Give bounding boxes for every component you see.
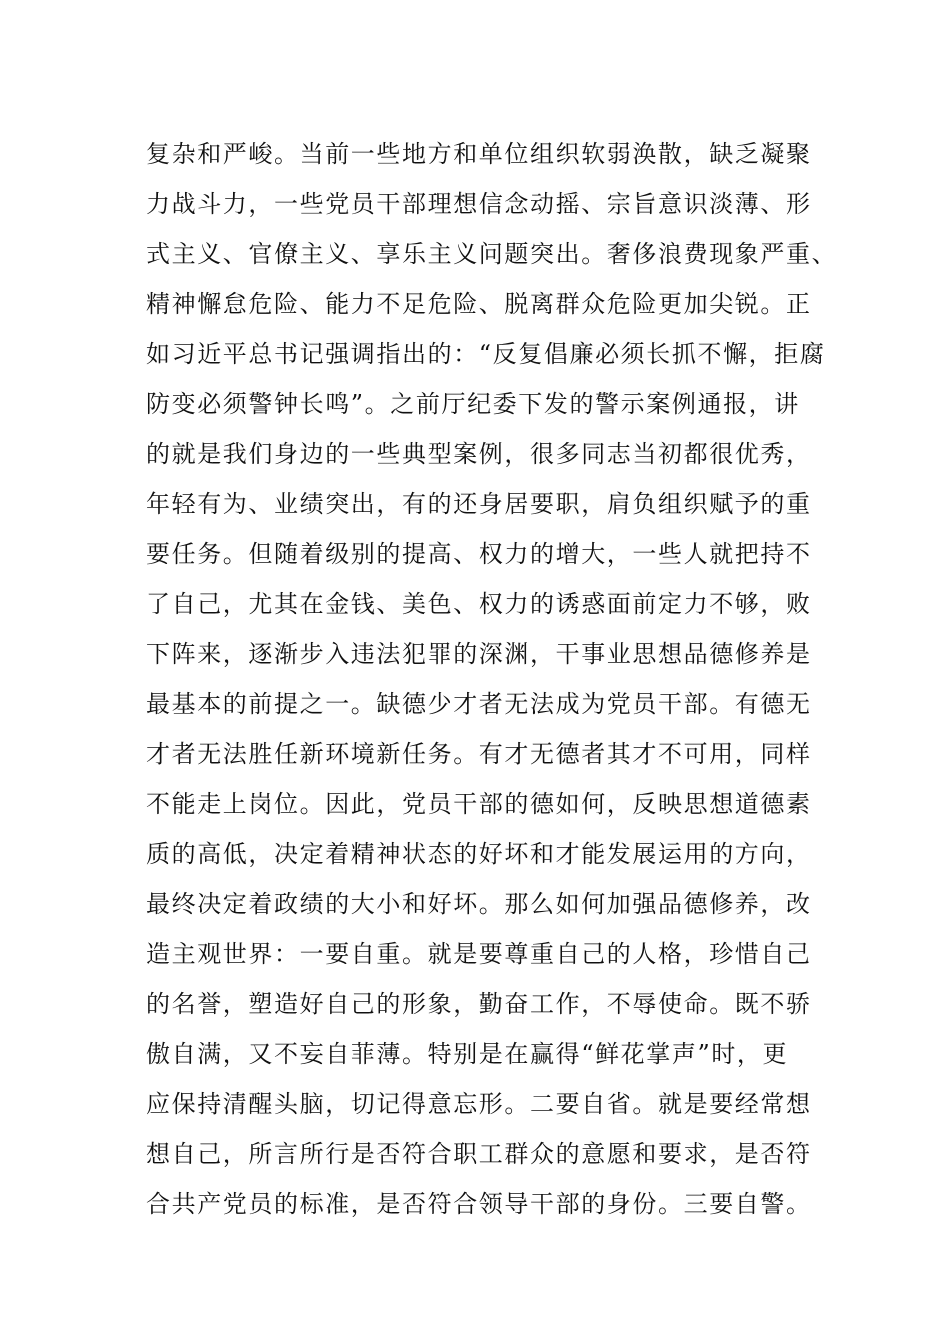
text-line: 的名誉，塑造好自己的形象，勤奋工作，不辱使命。既不骄 (146, 990, 812, 1018)
text-line: 如习近平总书记强调指出的：“反复倡廉必须长抓不懈，拒腐 (146, 340, 826, 368)
text-line: 下阵来，逐渐步入违法犯罪的深渊，干事业思想品德修养是 (146, 640, 812, 668)
text-line: 不能走上岗位。因此，党员干部的德如何，反映思想道德素 (146, 790, 812, 818)
text-line: 合共产党员的标准，是否符合领导干部的身份。三要自警。 (146, 1190, 812, 1218)
text-line: 的就是我们身边的一些典型案例，很多同志当初都很优秀， (146, 440, 812, 468)
text-line: 年轻有为、业绩突出，有的还身居要职，肩负组织赋予的重 (146, 490, 812, 518)
text-line: 造主观世界：一要自重。就是要尊重自己的人格，珍惜自己 (146, 940, 812, 968)
text-line: 最终决定着政绩的大小和好坏。那么如何加强品德修养，改 (146, 890, 812, 918)
text-line: 要任务。但随着级别的提高、权力的增大，一些人就把持不 (146, 540, 812, 568)
text-line: 应保持清醒头脑，切记得意忘形。二要自省。就是要经常想 (146, 1090, 812, 1118)
text-line: 想自己，所言所行是否符合职工群众的意愿和要求，是否符 (146, 1140, 812, 1168)
text-line: 傲自满，又不妄自菲薄。特别是在赢得“鲜花掌声”时，更 (146, 1040, 789, 1068)
text-line: 防变必须警钟长鸣”。之前厅纪委下发的警示案例通报，讲 (146, 390, 800, 418)
text-line: 质的高低，决定着精神状态的好坏和才能发展运用的方向， (146, 840, 812, 868)
text-line: 精神懈怠危险、能力不足危险、脱离群众危险更加尖锐。正 (146, 290, 812, 318)
body-text (146, 129, 838, 1229)
text-line: 了自己，尤其在金钱、美色、权力的诱惑面前定力不够，败 (146, 590, 812, 618)
text-line: 力战斗力，一些党员干部理想信念动摇、宗旨意识淡薄、形 (146, 190, 812, 218)
text-line: 最基本的前提之一。缺德少才者无法成为党员干部。有德无 (146, 690, 812, 718)
text-line: 复杂和严峻。当前一些地方和单位组织软弱涣散，缺乏凝聚 (146, 140, 812, 168)
text-line: 式主义、官僚主义、享乐主义问题突出。奢侈浪费现象严重、 (146, 240, 838, 268)
text-line: 才者无法胜任新环境新任务。有才无德者其才不可用，同样 (146, 740, 812, 768)
